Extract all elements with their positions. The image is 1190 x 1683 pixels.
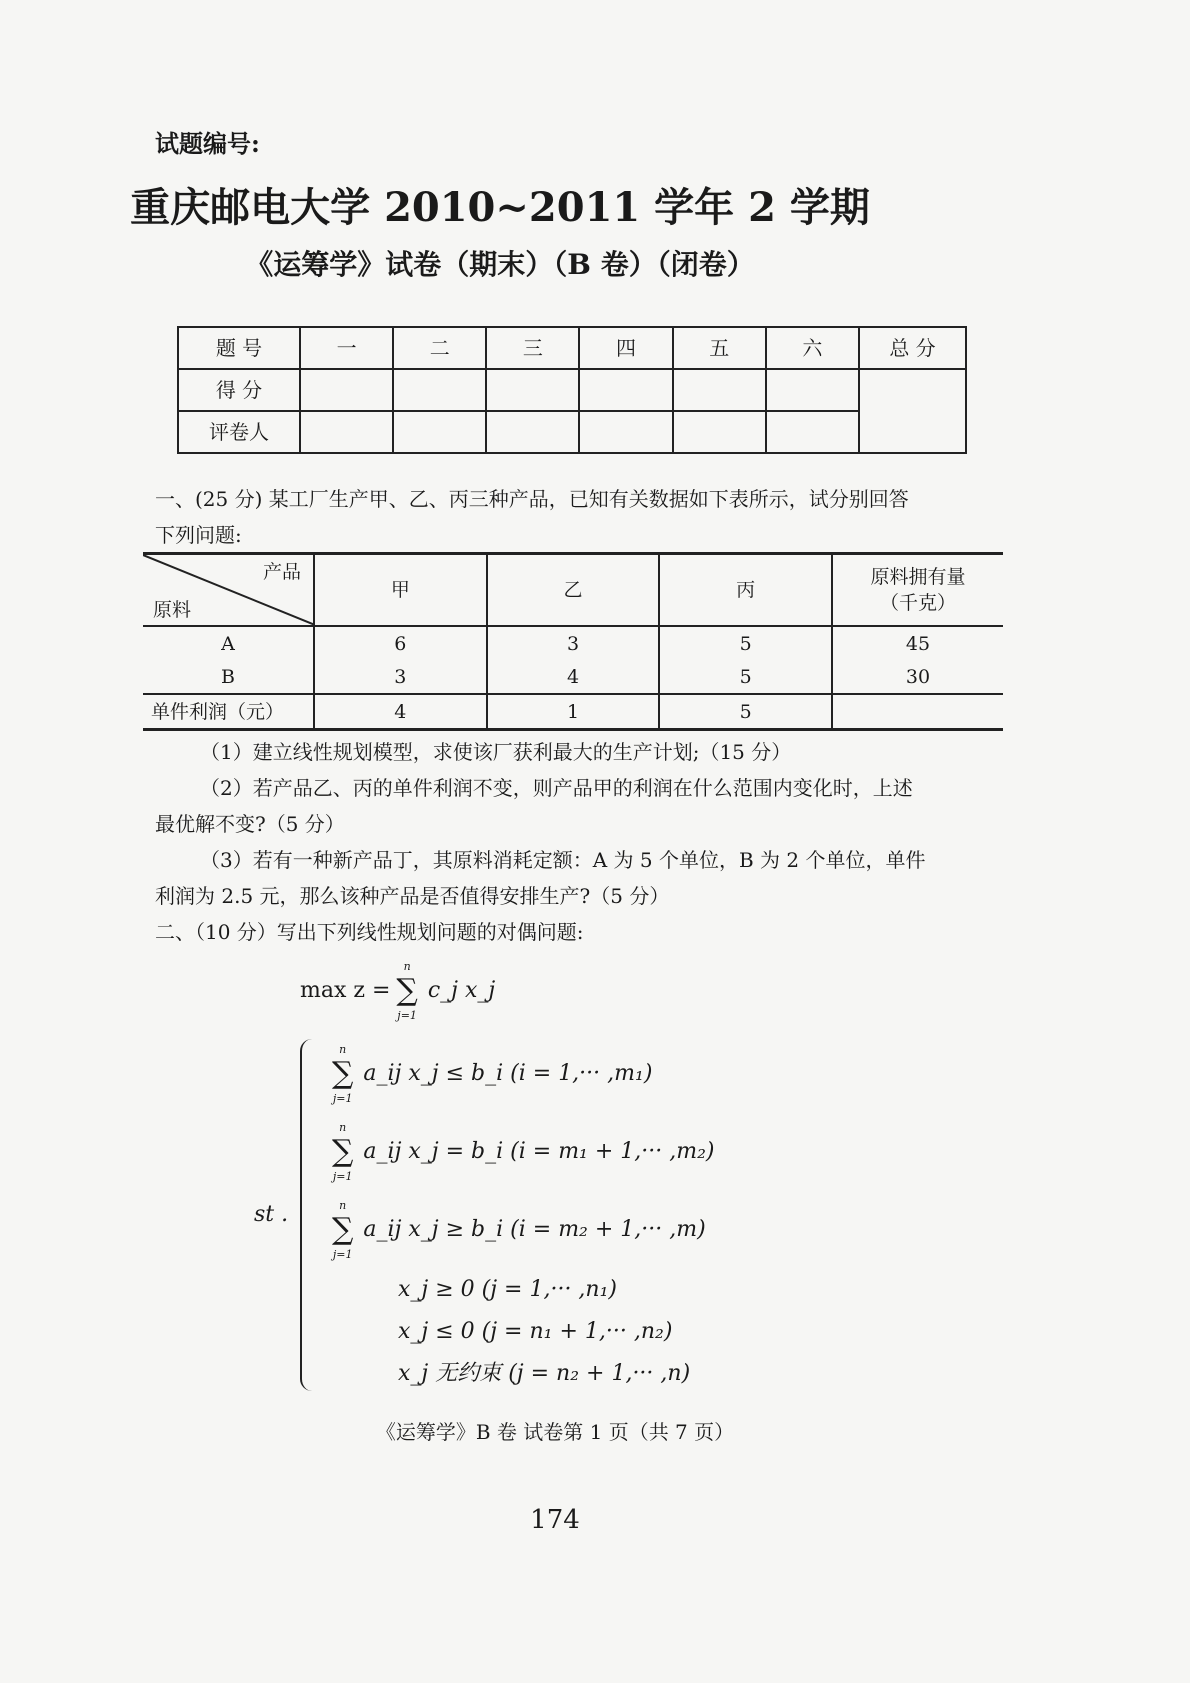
col-header: 六 <box>766 327 859 369</box>
col-header: 二 <box>393 327 486 369</box>
q1-sub3-cont: 利润为 2.5 元，那么该种产品是否值得安排生产?（5 分） <box>155 884 670 908</box>
cell: 5 <box>659 626 832 660</box>
total-cell <box>859 369 966 453</box>
objective-label: max z = <box>300 978 391 1003</box>
cell: 3 <box>487 626 660 660</box>
corner-cell <box>143 554 314 627</box>
score-table <box>177 326 967 454</box>
constraint: n ∑ j=1 a_ij x_j ≤ b_i (i = 1,··· ,m₁) <box>332 1043 653 1105</box>
cell: 45 <box>832 626 1003 660</box>
objective-term: c_j x_j <box>427 978 496 1003</box>
var-constraint: x_j ≥ 0 (j = 1,··· ,n₁) <box>398 1277 617 1302</box>
table-row <box>143 626 1003 660</box>
lp-model <box>155 955 1190 1395</box>
col-header: 五 <box>673 327 766 369</box>
brace <box>300 1039 314 1391</box>
cell: 4 <box>487 660 660 694</box>
cell <box>832 694 1003 730</box>
cell: 单件利润（元） <box>143 694 314 730</box>
col-header: 三 <box>486 327 579 369</box>
constraint: n ∑ j=1 a_ij x_j ≥ b_i (i = m₂ + 1,··· ,m) <box>332 1199 706 1261</box>
table-row <box>143 694 1003 730</box>
sum-symbol: n ∑ j=1 <box>396 960 418 1022</box>
q1-sub2: （2）若产品乙、丙的单件利润不变，则产品甲的利润在什么范围内变化时，上述 <box>200 776 913 800</box>
col-header: 甲 <box>314 554 487 627</box>
st-label: st . <box>254 1202 289 1227</box>
q1-sub3: （3）若有一种新产品丁，其原料消耗定额：A 为 5 个单位，B 为 2 个单位，单件 <box>200 848 926 872</box>
cell: 6 <box>314 626 487 660</box>
q1-text-2: 下列问题: <box>155 523 242 547</box>
q1-text: 一、(25 分) 某工厂生产甲、乙、丙三种产品，已知有关数据如下表所示，试分别回答 <box>155 487 909 511</box>
data-table <box>143 552 1003 731</box>
page-title: 重庆邮电大学 2010~2011 学年 2 学期 <box>130 184 870 231</box>
constraint: n ∑ j=1 a_ij x_j = b_i (i = m₁ + 1,··· ,m₂) <box>332 1121 715 1183</box>
var-constraint: x_j 无约束 (j = n₂ + 1,··· ,n) <box>398 1361 691 1386</box>
cell: 5 <box>659 660 832 694</box>
col-header: 原料拥有量 （千克） <box>832 554 1003 627</box>
q2-text: 二、（10 分）写出下列线性规划问题的对偶问题: <box>155 920 584 944</box>
objective <box>300 955 1190 1027</box>
table-row <box>143 660 1003 694</box>
col-header: 一 <box>300 327 393 369</box>
var-constraint: x_j ≤ 0 (j = n₁ + 1,··· ,n₂) <box>398 1319 673 1344</box>
q1-sub2-cont: 最优解不变?（5 分） <box>155 812 345 836</box>
q1-sub1: （1）建立线性规划模型，求使该厂获利最大的生产计划;（15 分） <box>200 740 792 764</box>
corner-top: 产品 <box>262 561 301 583</box>
constraints-block <box>254 1035 1190 1395</box>
row-label: 得 分 <box>178 369 300 411</box>
corner-bottom: 原料 <box>153 599 192 621</box>
cell: A <box>221 632 235 655</box>
footer-text: 《运筹学》B 卷 试卷第 1 页（共 7 页） <box>375 1420 735 1444</box>
page-subtitle: 《运筹学》试卷（期末）（B 卷）（闭卷） <box>245 248 755 281</box>
col-header: 四 <box>579 327 672 369</box>
col-header: 乙 <box>487 554 660 627</box>
row-label: 评卷人 <box>178 411 300 453</box>
exam-number-label: 试题编号: <box>155 129 260 158</box>
page-number: 174 <box>530 1505 580 1535</box>
cell: 30 <box>832 660 1003 694</box>
cell: 1 <box>487 694 660 730</box>
cell: 5 <box>659 694 832 730</box>
row-label: 题 号 <box>178 327 300 369</box>
cell: 4 <box>314 694 487 730</box>
col-header: 丙 <box>659 554 832 627</box>
cell: B <box>221 665 235 688</box>
col-header: 总 分 <box>859 327 966 369</box>
cell: 3 <box>314 660 487 694</box>
